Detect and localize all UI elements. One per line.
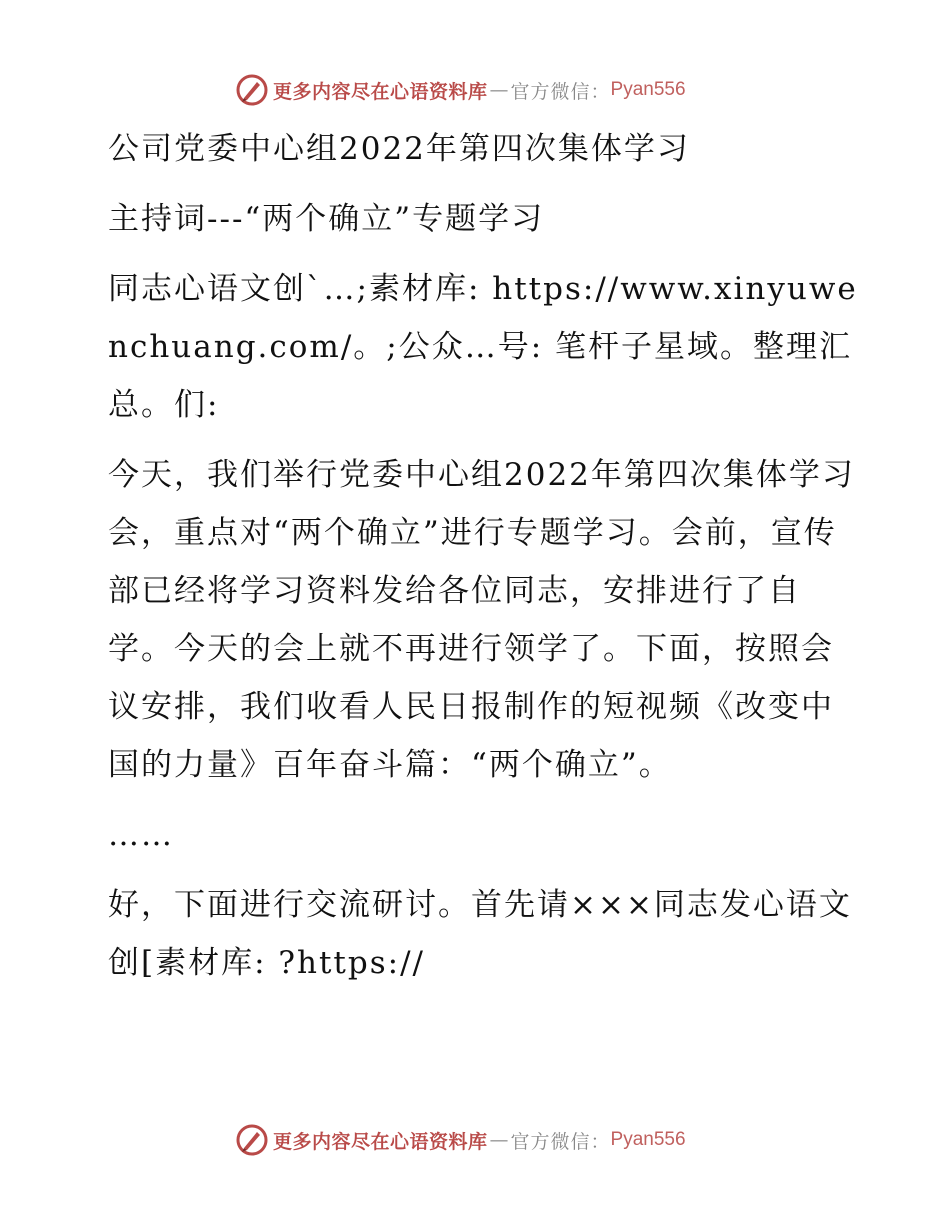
header-watermark xyxy=(235,70,686,110)
greeting-paragraph: 同志心语文创`…;素材库: https://www.xinyuwenchuang.com/。;公众…号: 笔杆子星域。整理汇总。们: xyxy=(108,271,858,423)
watermark-dash: — xyxy=(489,1129,509,1151)
document-title-line-1: 公司党委中心组2022年第四次集体学习 xyxy=(108,131,690,167)
document-body xyxy=(98,120,858,992)
watermark-dash: — xyxy=(489,79,509,101)
document-title-line-2: 主持词---“两个确立”专题学习 xyxy=(108,201,545,237)
watermark-official-label: 官方微信： xyxy=(510,80,611,103)
watermark-wechat-id: Pyan556 xyxy=(610,79,686,100)
pen-logo-icon xyxy=(235,73,269,107)
watermark-official-label: 官方微信： xyxy=(510,1130,611,1153)
opening-paragraph: 今天，我们举行党委中心组2022年第四次集体学习会，重点对“两个确立”进行专题学习。会前，宣传部已经将学习资料发给各位同志，安排进行了自学。今天的会上就不再进行领学了。下面，按照会议安排，我们收看人民日报制作的短视频《改变中国的力量》百年奋斗篇：“两个确立”。 xyxy=(108,457,855,783)
ellipsis-paragraph: …… xyxy=(108,817,174,853)
watermark-wechat-id: Pyan556 xyxy=(610,1129,686,1150)
pen-logo-icon xyxy=(235,1123,269,1157)
watermark-main-text: 更多内容尽在心语资料库 xyxy=(273,80,488,103)
footer-watermark xyxy=(235,1120,686,1160)
discussion-paragraph: 好，下面进行交流研讨。首先请×××同志发心语文创[素材库: ?https:// xyxy=(108,887,852,981)
watermark-main-text: 更多内容尽在心语资料库 xyxy=(273,1130,488,1153)
